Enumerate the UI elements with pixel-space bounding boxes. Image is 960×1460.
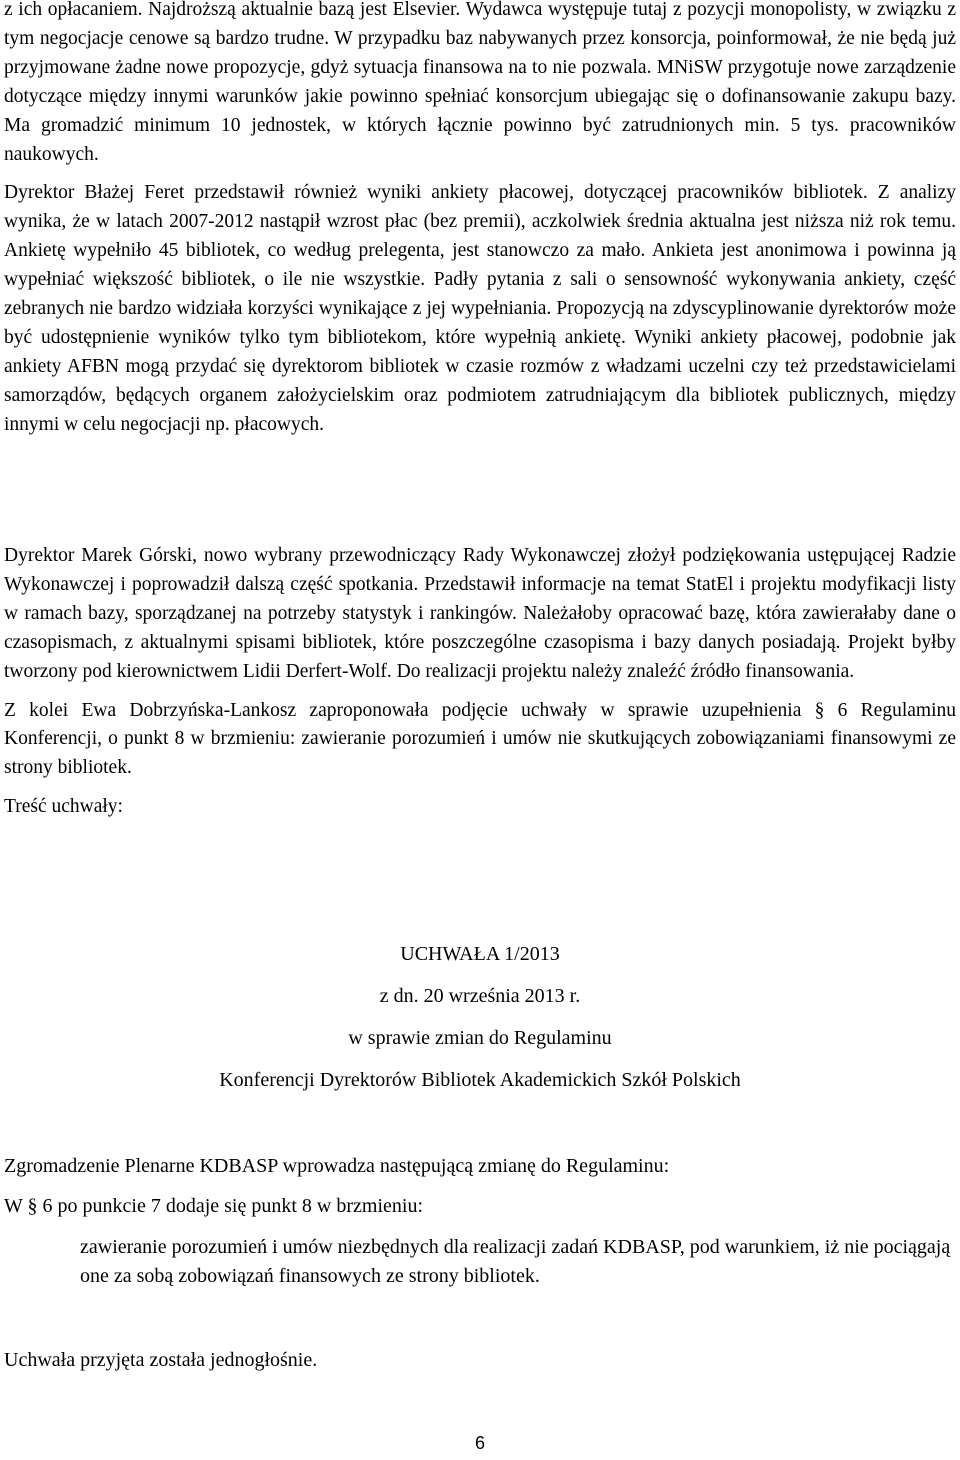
resolution-date: z dn. 20 września 2013 r. bbox=[379, 985, 581, 1007]
resolution-intro: Treść uchwały: bbox=[4, 796, 123, 818]
paragraph-resolution-proposal: Z kolei Ewa Dobrzyńska-Lankosz zaproponowała podjęcie uchwały w sprawie uzupełnienia § 6 Regulaminu Konferencji, o punkt 8 w brzmieniu: zawieranie porozumień i umów nie skutkujących zobowiązaniami finansowymi ze strony bibliotek. bbox=[4, 699, 956, 779]
resolution-statement: Zgromadzenie Plenarne KDBASP wprowadza następującą zmianę do Regulaminu: bbox=[4, 1155, 670, 1177]
paragraph-databases: z ich opłacaniem. Najdroższą aktualnie bazą jest Elsevier. Wydawca występuje tutaj z pozycji monopolisty, w związku z tym negocjacje cenowe są bardzo trudne. W przypadku baz nabywanych przez konsorcja, poinformował, że nie będą już przyjmowane żadne nowe propozycje, gdyż sytuacja finansowa na to nie pozwala. MNiSW przygotuje nowe zarządzenie dotyczące między innymi warunków jakie powinno spełniać konsorcjum ubiegając się o dofinansowanie zakupu bazy. Ma gromadzić minimum 10 jednostek, w których łącznie powinno być zatrudnionych min. 5 tys. pracowników naukowych. bbox=[4, 0, 956, 165]
body-text-top bbox=[4, 0, 956, 440]
resolution-subject-line-2: Konferencji Dyrektorów Bibliotek Akademickich Szkół Polskich bbox=[219, 1069, 741, 1091]
resolution-amendment-intro: W § 6 po punkcie 7 dodaje się punkt 8 w brzmieniu: bbox=[4, 1195, 423, 1217]
resolution-title: UCHWAŁA 1/2013 bbox=[400, 943, 560, 965]
paragraph-statel-project: Dyrektor Marek Górski, nowo wybrany przewodniczący Rady Wykonawczej złożył podziękowania ustępującej Radzie Wykonawczej i poprowadził dalszą część spotkania. Przedstawił informacje na temat StatEl i projektu modyfikacji listy w ramach bazy, sporządzanej na potrzeby statystyk i rankingów. Należałoby opracować bazę, która zawierałaby dane o czasopismach, z aktualnymi spisami bibliotek, które poszczególne czasopisma i bazy danych posiadają. Projekt byłby tworzony pod kierownictwem Lidii Derfert-Wolf. Do realizacji projektu należy znaleźć źródło finansowania. bbox=[4, 545, 956, 682]
closing-statement: Uchwała przyjęta została jednogłośnie. bbox=[4, 1349, 318, 1371]
resolution-subject-line-1: w sprawie zmian do Regulaminu bbox=[348, 1027, 612, 1049]
body-text-middle bbox=[4, 542, 956, 822]
paragraph-salary-survey: Dyrektor Błażej Feret przedstawił również wyniki ankiety płacowej, dotyczącej pracowników bibliotek. Z analizy wynika, że w latach 2007-2012 nastąpił wzrost płac (bez premii), aczkolwiek średnia aktualna jest niższa niż rok temu. Ankietę wypełniło 45 bibliotek, co według prelegenta, jest stanowczo za mało. Ankieta jest anonimowa i powinna ją wypełniać większość bibliotek, o ile nie wszystkie. Padły pytania z sali o sensowność wykonywania ankiety, część zebranych nie bardzo widziała korzyści wynikające z jej wypełniania. Propozycją na zdyscyplinowanie dyrektorów może być udostępnienie wyników tylko tym bibliotekom, które wypełnią ankietę. Wyniki ankiety płacowej, podobnie jak ankiety AFBN mogą przydać się dyrektorom bibliotek w czasie rozmów z władzami uczelni czy też przedstawicielami samorządów, będących organem założycielskim oraz podmiotem zatrudniającym dla bibliotek publicznych, między innymi w celu negocjacji np. płacowych. bbox=[4, 182, 956, 435]
resolution-amendment-text: zawieranie porozumień i umów niezbędnych dla realizacji zadań KDBASP, pod warunkiem, iż nie pociągają one za sobą zobowiązań finansowych ze strony bibliotek. bbox=[80, 1236, 951, 1287]
page-number: 6 bbox=[474, 1433, 485, 1453]
